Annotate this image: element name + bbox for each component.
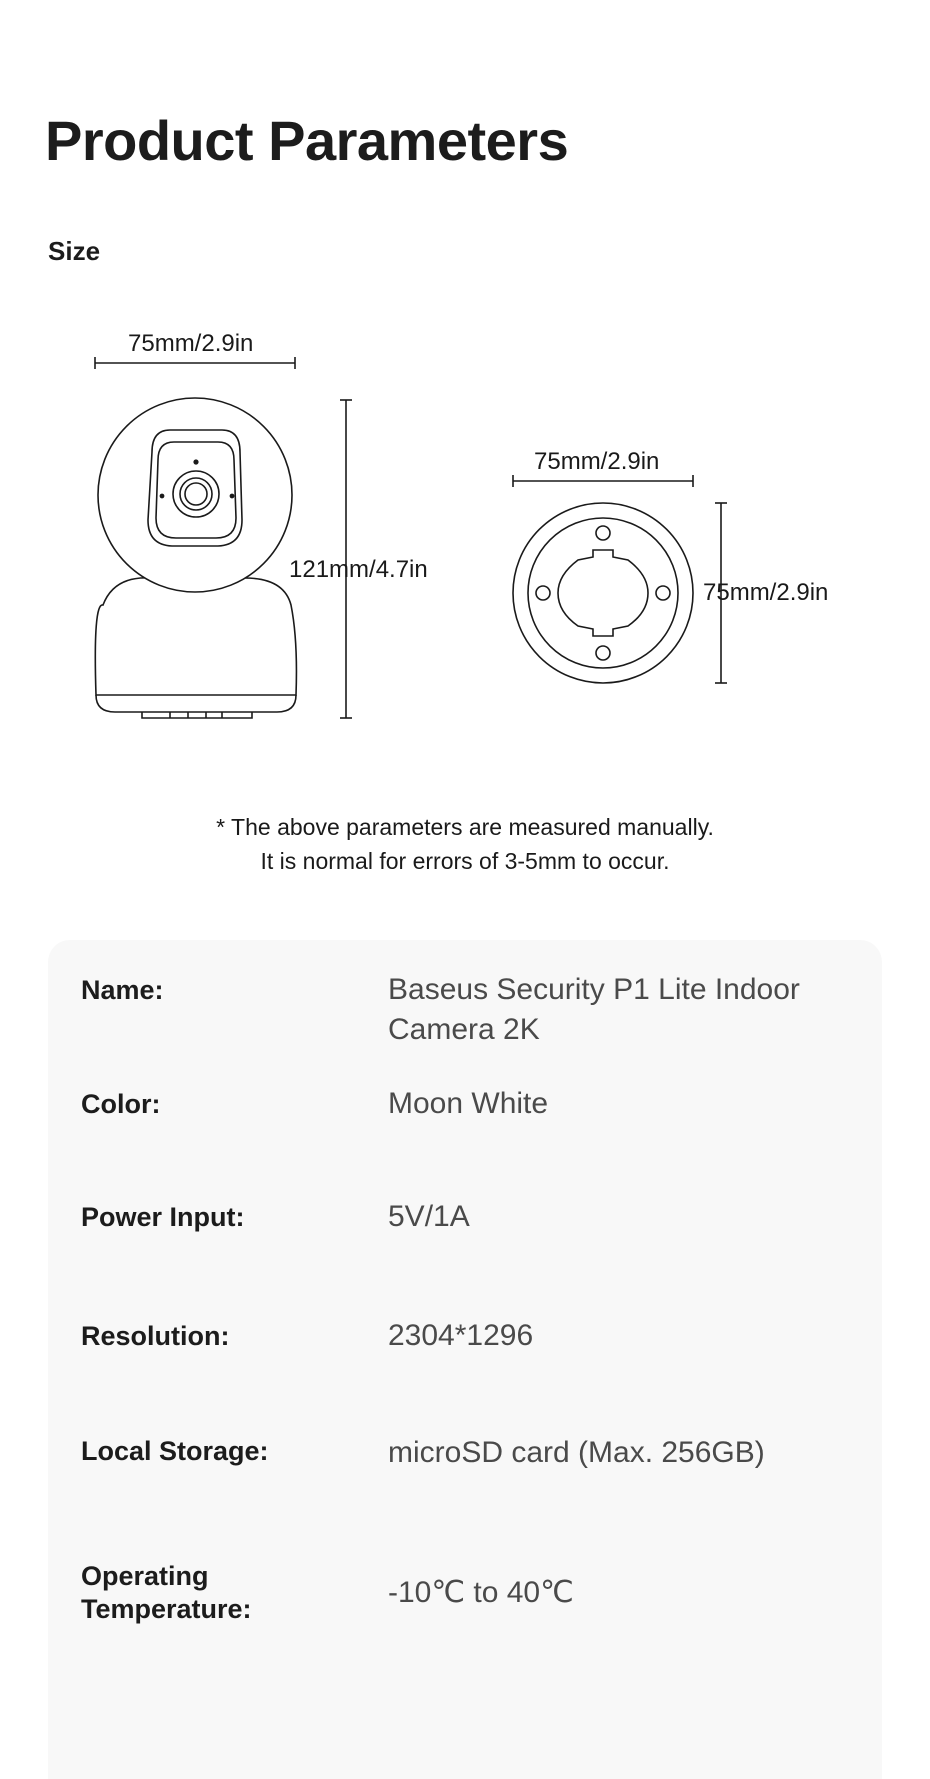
spec-label: Power Input: bbox=[81, 1202, 245, 1232]
note-line-1: * The above parameters are measured manually. bbox=[216, 814, 714, 840]
spec-value: 5V/1A bbox=[388, 1200, 470, 1233]
size-section-label: Size bbox=[48, 236, 101, 266]
camera-front-drawing bbox=[95, 398, 296, 718]
measurement-note bbox=[0, 810, 930, 878]
spec-label: Color: bbox=[81, 1089, 161, 1119]
spec-label: Resolution: bbox=[81, 1321, 230, 1351]
spec-value: -10℃ to 40℃ bbox=[388, 1576, 574, 1609]
camera-width-label: 75mm/2.9in bbox=[128, 330, 254, 357]
base-depth-label: 75mm/2.9in bbox=[703, 579, 829, 606]
page-title: Product Parameters bbox=[45, 109, 569, 172]
spec-table bbox=[48, 940, 882, 1779]
spec-label: Name: bbox=[81, 975, 164, 1005]
spec-value: Moon White bbox=[388, 1087, 549, 1120]
note-line-2: It is normal for errors of 3-5mm to occur. bbox=[260, 848, 670, 874]
camera-width-dimension-line bbox=[95, 357, 295, 369]
spec-value: 2304*1296 bbox=[388, 1319, 534, 1352]
base-top-drawing bbox=[513, 503, 693, 683]
camera-height-label: 121mm/4.7in bbox=[289, 556, 428, 583]
dimension-diagram bbox=[0, 300, 930, 730]
spec-label: Operating Temperature: bbox=[81, 1561, 252, 1624]
spec-label: Local Storage: bbox=[81, 1436, 269, 1466]
base-width-label: 75mm/2.9in bbox=[534, 448, 660, 475]
base-width-dimension-line bbox=[513, 475, 693, 487]
spec-value: microSD card (Max. 256GB) bbox=[388, 1436, 765, 1469]
spec-value: Baseus Security P1 Lite Indoor Camera 2K bbox=[388, 973, 800, 1046]
